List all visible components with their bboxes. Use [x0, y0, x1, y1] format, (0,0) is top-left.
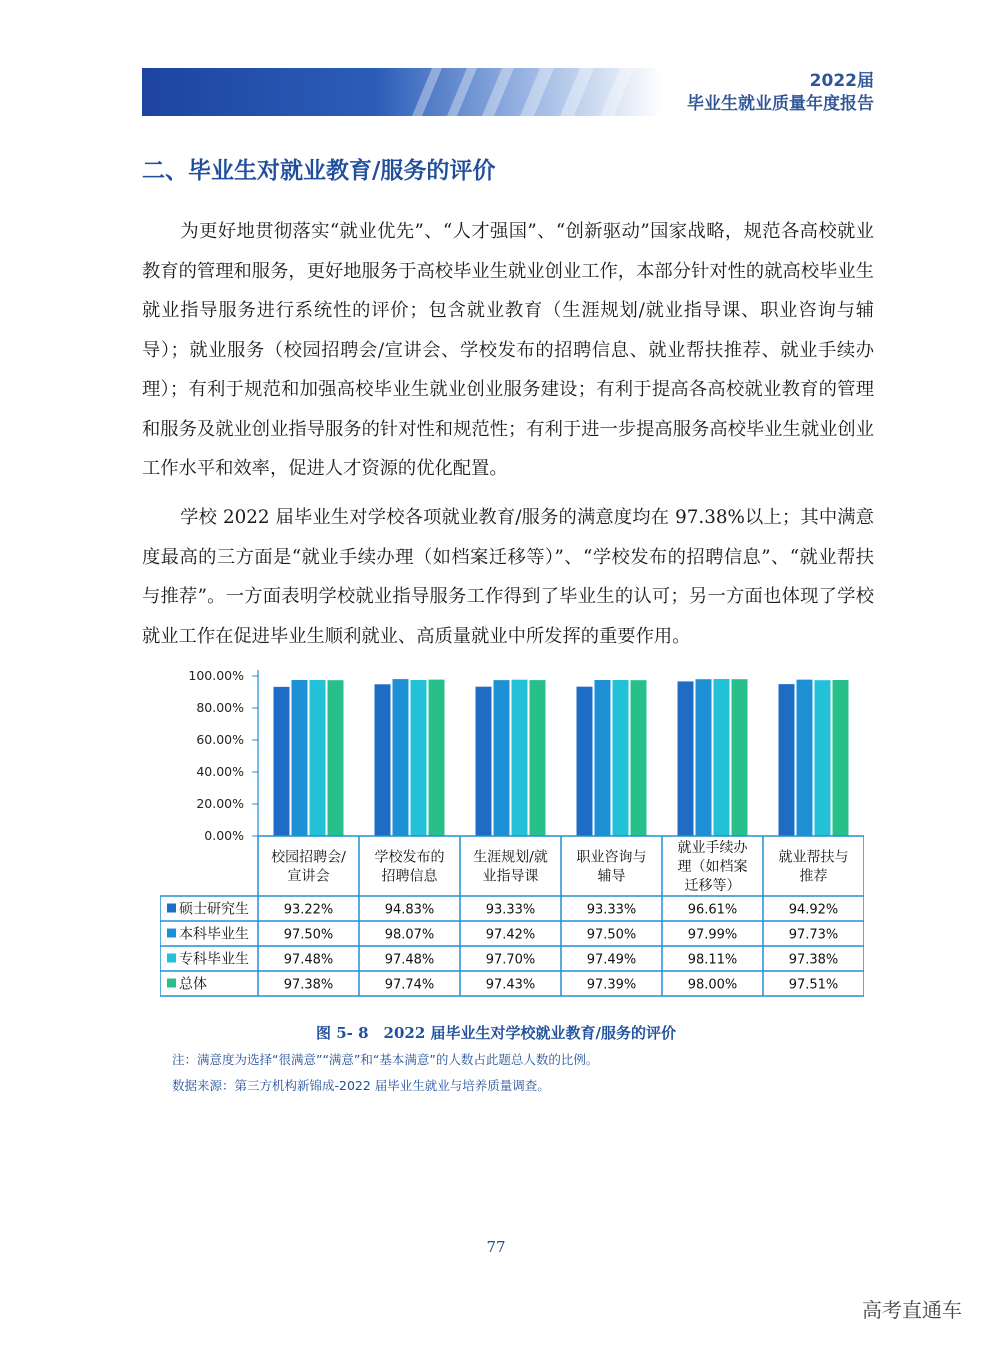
category-label: 学校发布的	[374, 849, 445, 866]
page-number: 77	[486, 1238, 506, 1256]
bar-2-6	[797, 680, 813, 836]
bar-3-6	[815, 680, 831, 836]
data-label: 98.07%	[384, 927, 435, 943]
legend-swatch	[167, 929, 176, 938]
bar-1-2	[375, 684, 391, 836]
bar-3-2	[411, 680, 427, 836]
y-tick-label: 20.00%	[196, 796, 244, 811]
bar-4-6	[833, 680, 849, 836]
data-label: 97.42%	[485, 927, 536, 943]
category-label: 辅导	[597, 868, 626, 885]
header-title: 毕业生就业质量年度报告	[687, 94, 874, 114]
legend-swatch	[167, 954, 176, 963]
bar-1-3	[476, 687, 492, 836]
watermark-text: 高考直通车	[862, 1298, 962, 1322]
data-label: 98.11%	[687, 952, 738, 968]
bar-4-1	[328, 680, 344, 836]
bar-3-5	[714, 679, 730, 836]
data-label: 97.50%	[586, 927, 637, 943]
data-label: 96.61%	[687, 902, 738, 918]
header-title-block	[687, 70, 874, 116]
bar-4-3	[530, 680, 546, 836]
bar-4-4	[631, 680, 647, 836]
paragraph-2-text: 学校 2022 届毕业生对学校各项就业教育/服务的满意度均在 97.38%以上；其中满意度最高的三方面是“就业手续办理（如档案迁移等）”、“学校发布的招聘信息”、“就业帮扶与推荐”。一方面表明学校就业指导服务工作得到了毕业生的认可；另一方面也体现了学校就业工作在促进毕业生顺利就业、高质量就业中所发挥的重要作用。	[142, 507, 874, 647]
category-label: 校园招聘会/	[271, 849, 346, 866]
bar-2-5	[696, 679, 712, 836]
header-banner	[142, 68, 662, 116]
satisfaction-chart	[160, 660, 864, 1005]
data-label: 97.49%	[586, 952, 637, 968]
y-tick-label: 100.00%	[188, 668, 244, 683]
data-label: 93.22%	[283, 902, 334, 918]
bar-1-6	[779, 684, 795, 836]
y-tick-label: 40.00%	[196, 764, 244, 779]
data-label: 94.92%	[788, 902, 839, 918]
legend-label: 专科毕业生	[179, 951, 249, 968]
bar-4-5	[732, 679, 748, 836]
bar-2-2	[393, 679, 409, 836]
data-label: 97.73%	[788, 927, 839, 943]
category-label: 职业咨询与	[576, 849, 647, 866]
data-label: 97.43%	[485, 977, 536, 993]
category-label: 推荐	[799, 868, 828, 885]
bar-4-2	[429, 680, 445, 836]
data-label: 97.51%	[788, 977, 839, 993]
category-label: 业指导课	[482, 868, 539, 885]
bar-1-4	[577, 687, 593, 836]
legend-label: 硕士研究生	[179, 901, 249, 918]
figure-note: 注：满意度为选择“很满意”“满意”和“基本满意”的人数占此题总人数的比例。	[172, 1052, 599, 1067]
category-label: 招聘信息	[381, 868, 438, 885]
data-label: 93.33%	[586, 902, 637, 918]
paragraph-1	[142, 212, 874, 489]
data-label: 97.70%	[485, 952, 536, 968]
category-label: 迁移等）	[684, 878, 741, 894]
category-label: 就业帮扶与	[778, 849, 849, 866]
y-tick-label: 0.00%	[204, 828, 244, 843]
legend-label: 本科毕业生	[179, 926, 249, 943]
legend-label: 总体	[179, 976, 207, 993]
bar-3-4	[613, 680, 629, 836]
data-label: 97.48%	[283, 952, 334, 968]
paragraph-1-text: 为更好地贯彻落实“就业优先”、“人才强国”、“创新驱动”国家战略，规范各高校就业教育的管理和服务，更好地服务于高校毕业生就业创业工作，本部分针对性的就高校毕业生就业指导服务进行系统性的评价；包含就业教育（生涯规划/就业指导课、职业咨询与辅导）；就业服务（校园招聘会/宣讲会、学校发布的招聘信息、就业帮扶推荐、就业手续办理）；有利于规范和加强高校毕业生就业创业服务建设；有利于提高各高校就业教育的管理和服务及就业创业指导服务的针对性和规范性；有利于进一步提高服务高校毕业生就业创业工作水平和效率，促进人才资源的优化配置。	[142, 221, 874, 479]
y-tick-label: 80.00%	[196, 700, 244, 715]
bar-1-5	[678, 681, 694, 836]
data-label: 93.33%	[485, 902, 536, 918]
section-title: 二、毕业生对就业教育/服务的评价	[142, 158, 496, 184]
data-label: 97.38%	[788, 952, 839, 968]
figure-source: 数据来源：第三方机构新锦成-2022 届毕业生就业与培养质量调查。	[172, 1078, 550, 1093]
data-label: 94.83%	[384, 902, 435, 918]
category-label: 理（如档案	[677, 859, 748, 875]
bar-3-3	[512, 680, 528, 836]
data-label: 97.99%	[687, 927, 738, 943]
category-label: 宣讲会	[287, 868, 330, 885]
paragraph-2	[142, 498, 874, 656]
data-label: 97.48%	[384, 952, 435, 968]
data-label: 97.39%	[586, 977, 637, 993]
data-label: 98.00%	[687, 977, 738, 993]
bar-2-1	[292, 680, 308, 836]
bar-2-3	[494, 680, 510, 836]
category-label: 就业手续办	[677, 840, 748, 856]
figure-caption: 图 5- 8 2022 届毕业生对学校就业教育/服务的评价	[316, 1024, 676, 1042]
data-label: 97.50%	[283, 927, 334, 943]
bar-1-1	[274, 687, 290, 836]
bar-2-4	[595, 680, 611, 836]
data-label: 97.74%	[384, 977, 435, 993]
category-label: 生涯规划/就	[473, 849, 548, 866]
legend-swatch	[167, 904, 176, 913]
legend-swatch	[167, 979, 176, 988]
header-year: 2022届	[809, 71, 874, 91]
bar-3-1	[310, 680, 326, 836]
y-tick-label: 60.00%	[196, 732, 244, 747]
data-label: 97.38%	[283, 977, 334, 993]
